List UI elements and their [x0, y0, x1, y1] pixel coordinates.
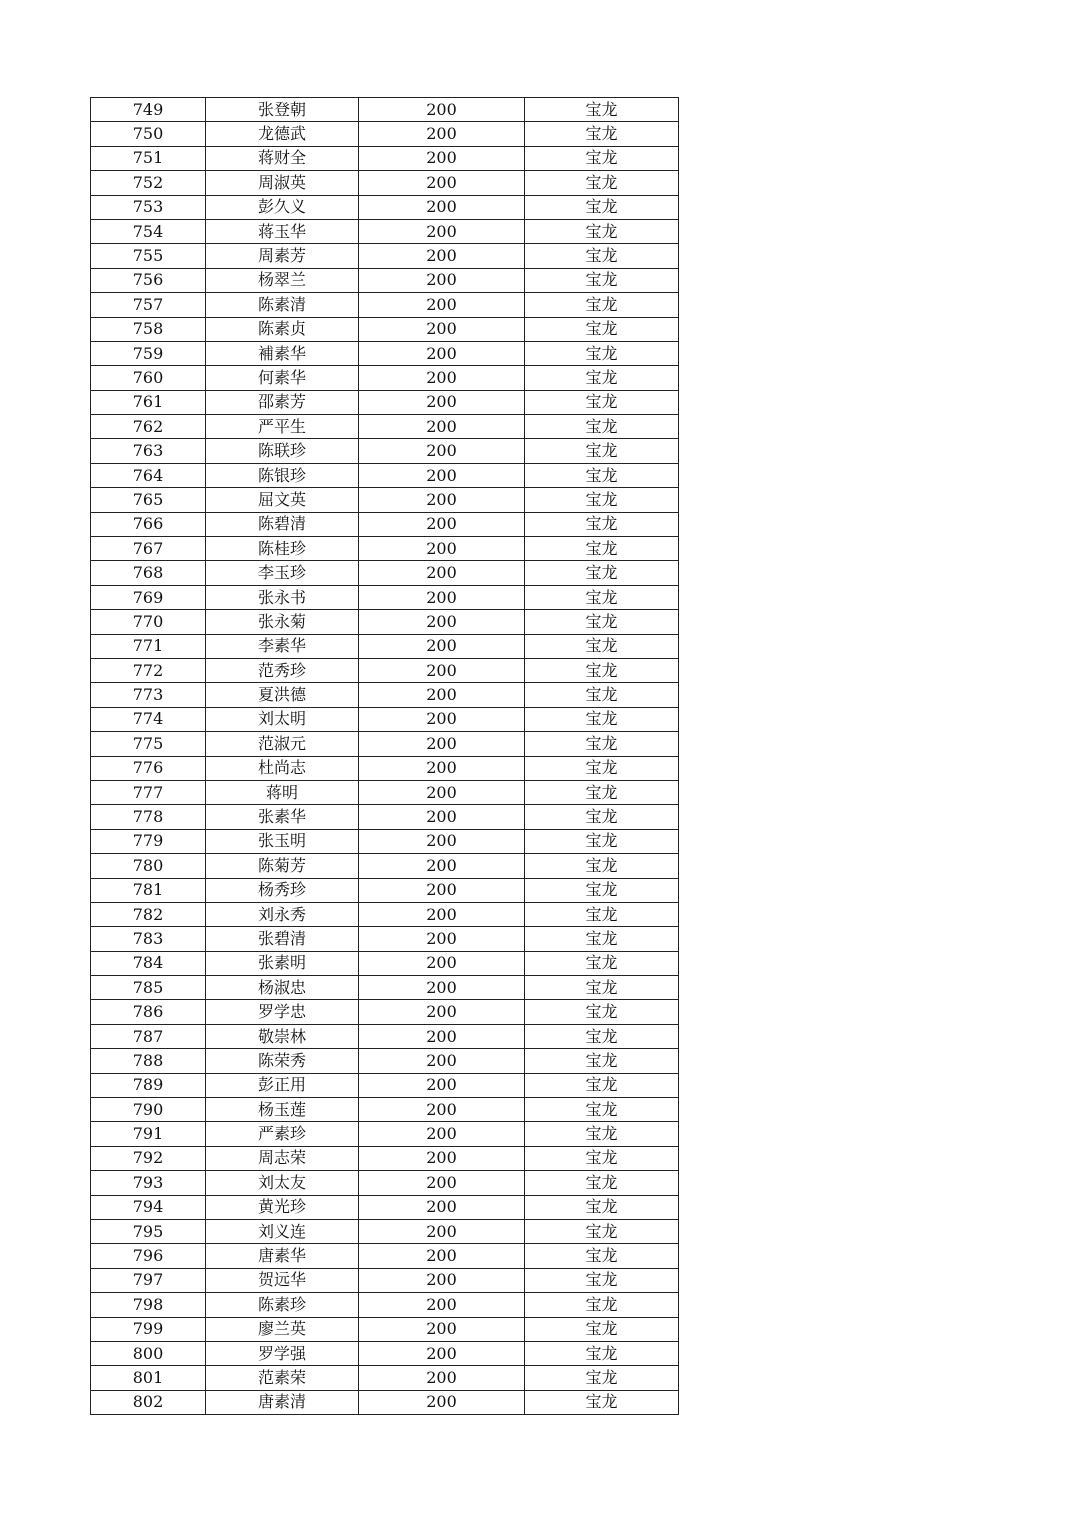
- village-cell: 宝龙: [525, 171, 679, 195]
- village-cell: 宝龙: [525, 1195, 679, 1219]
- name-cell: 周淑英: [206, 171, 359, 195]
- table-row: [91, 146, 679, 170]
- amount-cell: 200: [359, 537, 525, 561]
- name-cell: 何素华: [206, 366, 359, 390]
- village-cell: 宝龙: [525, 293, 679, 317]
- name-cell: 龙德武: [206, 122, 359, 146]
- row-number-cell: 756: [91, 268, 206, 292]
- row-number-cell: 778: [91, 805, 206, 829]
- amount-cell: 200: [359, 561, 525, 585]
- village-cell: 宝龙: [525, 98, 679, 122]
- village-cell: 宝龙: [525, 829, 679, 853]
- row-number-cell: 764: [91, 463, 206, 487]
- amount-cell: 200: [359, 585, 525, 609]
- row-number-cell: 779: [91, 829, 206, 853]
- row-number-cell: 752: [91, 171, 206, 195]
- table-row: [91, 1000, 679, 1024]
- amount-cell: 200: [359, 902, 525, 926]
- name-cell: 黄光珍: [206, 1195, 359, 1219]
- table-row: [91, 244, 679, 268]
- amount-cell: 200: [359, 488, 525, 512]
- row-number-cell: 758: [91, 317, 206, 341]
- village-cell: 宝龙: [525, 854, 679, 878]
- table-row: [91, 341, 679, 365]
- table-row: [91, 976, 679, 1000]
- name-cell: 陈碧清: [206, 512, 359, 536]
- amount-cell: 200: [359, 805, 525, 829]
- village-cell: 宝龙: [525, 537, 679, 561]
- row-number-cell: 765: [91, 488, 206, 512]
- name-cell: 刘永秀: [206, 902, 359, 926]
- village-cell: 宝龙: [525, 805, 679, 829]
- village-cell: 宝龙: [525, 610, 679, 634]
- table-row: [91, 1122, 679, 1146]
- row-number-cell: 780: [91, 854, 206, 878]
- village-cell: 宝龙: [525, 1122, 679, 1146]
- table-row: [91, 878, 679, 902]
- table-row: [91, 1219, 679, 1243]
- row-number-cell: 791: [91, 1122, 206, 1146]
- row-number-cell: 757: [91, 293, 206, 317]
- amount-cell: 200: [359, 732, 525, 756]
- table-row: [91, 439, 679, 463]
- row-number-cell: 762: [91, 415, 206, 439]
- name-cell: 夏洪德: [206, 683, 359, 707]
- name-cell: 杨玉莲: [206, 1098, 359, 1122]
- village-cell: 宝龙: [525, 1219, 679, 1243]
- amount-cell: 200: [359, 683, 525, 707]
- table-row: [91, 98, 679, 122]
- table-row: [91, 293, 679, 317]
- amount-cell: 200: [359, 341, 525, 365]
- amount-cell: 200: [359, 1268, 525, 1292]
- row-number-cell: 755: [91, 244, 206, 268]
- row-number-cell: 781: [91, 878, 206, 902]
- row-number-cell: 767: [91, 537, 206, 561]
- table-row: [91, 902, 679, 926]
- amount-cell: 200: [359, 927, 525, 951]
- amount-cell: 200: [359, 390, 525, 414]
- amount-cell: 200: [359, 951, 525, 975]
- name-cell: 蒋明: [206, 780, 359, 804]
- row-number-cell: 761: [91, 390, 206, 414]
- table-row: [91, 658, 679, 682]
- name-cell: 刘太友: [206, 1171, 359, 1195]
- row-number-cell: 800: [91, 1341, 206, 1365]
- table-row: [91, 805, 679, 829]
- amount-cell: 200: [359, 854, 525, 878]
- table-row: [91, 829, 679, 853]
- table-row: [91, 1195, 679, 1219]
- table-row: [91, 1024, 679, 1048]
- name-cell: 张登朝: [206, 98, 359, 122]
- name-cell: 严素珍: [206, 1122, 359, 1146]
- amount-cell: 200: [359, 146, 525, 170]
- table-row: [91, 195, 679, 219]
- table-row: [91, 488, 679, 512]
- row-number-cell: 772: [91, 658, 206, 682]
- table-row: [91, 854, 679, 878]
- name-cell: 杨翠兰: [206, 268, 359, 292]
- village-cell: 宝龙: [525, 732, 679, 756]
- row-number-cell: 798: [91, 1293, 206, 1317]
- amount-cell: 200: [359, 780, 525, 804]
- name-cell: 邵素芳: [206, 390, 359, 414]
- name-cell: 陈银珍: [206, 463, 359, 487]
- table-row: [91, 171, 679, 195]
- amount-cell: 200: [359, 634, 525, 658]
- row-number-cell: 774: [91, 707, 206, 731]
- table-row: [91, 951, 679, 975]
- row-number-cell: 792: [91, 1146, 206, 1170]
- amount-cell: 200: [359, 1341, 525, 1365]
- village-cell: 宝龙: [525, 244, 679, 268]
- table-row: [91, 756, 679, 780]
- row-number-cell: 749: [91, 98, 206, 122]
- amount-cell: 200: [359, 415, 525, 439]
- table-row: [91, 122, 679, 146]
- table-row: [91, 634, 679, 658]
- village-cell: 宝龙: [525, 268, 679, 292]
- name-cell: 蒋财全: [206, 146, 359, 170]
- name-cell: 蒋玉华: [206, 219, 359, 243]
- table-row: [91, 1244, 679, 1268]
- name-cell: 张碧清: [206, 927, 359, 951]
- table-row: [91, 1293, 679, 1317]
- table-row: [91, 1268, 679, 1292]
- row-number-cell: 783: [91, 927, 206, 951]
- village-cell: 宝龙: [525, 1073, 679, 1097]
- table-row: [91, 415, 679, 439]
- row-number-cell: 777: [91, 780, 206, 804]
- village-cell: 宝龙: [525, 1341, 679, 1365]
- row-number-cell: 797: [91, 1268, 206, 1292]
- name-cell: 严平生: [206, 415, 359, 439]
- row-number-cell: 768: [91, 561, 206, 585]
- row-number-cell: 795: [91, 1219, 206, 1243]
- table-row: [91, 707, 679, 731]
- amount-cell: 200: [359, 829, 525, 853]
- amount-cell: 200: [359, 1219, 525, 1243]
- name-cell: 唐素华: [206, 1244, 359, 1268]
- amount-cell: 200: [359, 366, 525, 390]
- amount-cell: 200: [359, 1098, 525, 1122]
- amount-cell: 200: [359, 98, 525, 122]
- name-cell: 陈菊芳: [206, 854, 359, 878]
- table-row: [91, 1049, 679, 1073]
- village-cell: 宝龙: [525, 366, 679, 390]
- amount-cell: 200: [359, 512, 525, 536]
- amount-cell: 200: [359, 610, 525, 634]
- amount-cell: 200: [359, 439, 525, 463]
- village-cell: 宝龙: [525, 195, 679, 219]
- village-cell: 宝龙: [525, 488, 679, 512]
- name-cell: 廖兰英: [206, 1317, 359, 1341]
- row-number-cell: 782: [91, 902, 206, 926]
- row-number-cell: 759: [91, 341, 206, 365]
- village-cell: 宝龙: [525, 122, 679, 146]
- table-row: [91, 219, 679, 243]
- village-cell: 宝龙: [525, 1268, 679, 1292]
- village-cell: 宝龙: [525, 512, 679, 536]
- amount-cell: 200: [359, 268, 525, 292]
- amount-cell: 200: [359, 293, 525, 317]
- village-cell: 宝龙: [525, 1098, 679, 1122]
- amount-cell: 200: [359, 707, 525, 731]
- amount-cell: 200: [359, 1293, 525, 1317]
- row-number-cell: 802: [91, 1390, 206, 1414]
- village-cell: 宝龙: [525, 1171, 679, 1195]
- table-row: [91, 512, 679, 536]
- row-number-cell: 753: [91, 195, 206, 219]
- name-cell: 陈素珍: [206, 1293, 359, 1317]
- name-cell: 罗学忠: [206, 1000, 359, 1024]
- table-row: [91, 1366, 679, 1390]
- amount-cell: 200: [359, 1171, 525, 1195]
- amount-cell: 200: [359, 1049, 525, 1073]
- village-cell: 宝龙: [525, 1366, 679, 1390]
- row-number-cell: 776: [91, 756, 206, 780]
- row-number-cell: 785: [91, 976, 206, 1000]
- amount-cell: 200: [359, 1317, 525, 1341]
- table-row: [91, 561, 679, 585]
- name-cell: 罗学强: [206, 1341, 359, 1365]
- table-row: [91, 780, 679, 804]
- name-cell: 刘太明: [206, 707, 359, 731]
- amount-cell: 200: [359, 244, 525, 268]
- table-row: [91, 366, 679, 390]
- amount-cell: 200: [359, 317, 525, 341]
- village-cell: 宝龙: [525, 658, 679, 682]
- table-row: [91, 1073, 679, 1097]
- table-row: [91, 1146, 679, 1170]
- row-number-cell: 794: [91, 1195, 206, 1219]
- table-row: [91, 1341, 679, 1365]
- amount-cell: 200: [359, 658, 525, 682]
- name-cell: 范秀珍: [206, 658, 359, 682]
- row-number-cell: 763: [91, 439, 206, 463]
- village-cell: 宝龙: [525, 1024, 679, 1048]
- table-row: [91, 317, 679, 341]
- row-number-cell: 784: [91, 951, 206, 975]
- table-body: [91, 98, 679, 1415]
- village-cell: 宝龙: [525, 1244, 679, 1268]
- village-cell: 宝龙: [525, 1293, 679, 1317]
- row-number-cell: 796: [91, 1244, 206, 1268]
- name-cell: 陈素清: [206, 293, 359, 317]
- village-cell: 宝龙: [525, 1000, 679, 1024]
- amount-cell: 200: [359, 1244, 525, 1268]
- amount-cell: 200: [359, 1195, 525, 1219]
- name-cell: 敬崇林: [206, 1024, 359, 1048]
- row-number-cell: 787: [91, 1024, 206, 1048]
- name-cell: 范素荣: [206, 1366, 359, 1390]
- row-number-cell: 773: [91, 683, 206, 707]
- row-number-cell: 801: [91, 1366, 206, 1390]
- row-number-cell: 775: [91, 732, 206, 756]
- village-cell: 宝龙: [525, 878, 679, 902]
- row-number-cell: 788: [91, 1049, 206, 1073]
- row-number-cell: 750: [91, 122, 206, 146]
- data-table: [90, 97, 679, 1415]
- table-row: [91, 1171, 679, 1195]
- name-cell: 张玉明: [206, 829, 359, 853]
- village-cell: 宝龙: [525, 780, 679, 804]
- village-cell: 宝龙: [525, 927, 679, 951]
- amount-cell: 200: [359, 1146, 525, 1170]
- row-number-cell: 786: [91, 1000, 206, 1024]
- name-cell: 张素明: [206, 951, 359, 975]
- table-row: [91, 683, 679, 707]
- name-cell: 杨秀珍: [206, 878, 359, 902]
- name-cell: 张永菊: [206, 610, 359, 634]
- table-row: [91, 463, 679, 487]
- name-cell: 周素芳: [206, 244, 359, 268]
- village-cell: 宝龙: [525, 1390, 679, 1414]
- amount-cell: 200: [359, 1024, 525, 1048]
- table-row: [91, 1390, 679, 1414]
- row-number-cell: 771: [91, 634, 206, 658]
- village-cell: 宝龙: [525, 585, 679, 609]
- table-row: [91, 390, 679, 414]
- name-cell: 杜尚志: [206, 756, 359, 780]
- village-cell: 宝龙: [525, 756, 679, 780]
- row-number-cell: 754: [91, 219, 206, 243]
- row-number-cell: 760: [91, 366, 206, 390]
- name-cell: 彭正用: [206, 1073, 359, 1097]
- name-cell: 李素华: [206, 634, 359, 658]
- name-cell: 陈素贞: [206, 317, 359, 341]
- table-row: [91, 610, 679, 634]
- village-cell: 宝龙: [525, 317, 679, 341]
- row-number-cell: 770: [91, 610, 206, 634]
- name-cell: 補素华: [206, 341, 359, 365]
- name-cell: 张永书: [206, 585, 359, 609]
- village-cell: 宝龙: [525, 951, 679, 975]
- name-cell: 刘义连: [206, 1219, 359, 1243]
- name-cell: 杨淑忠: [206, 976, 359, 1000]
- table-row: [91, 732, 679, 756]
- amount-cell: 200: [359, 1122, 525, 1146]
- row-number-cell: 769: [91, 585, 206, 609]
- amount-cell: 200: [359, 219, 525, 243]
- name-cell: 屈文英: [206, 488, 359, 512]
- row-number-cell: 799: [91, 1317, 206, 1341]
- amount-cell: 200: [359, 756, 525, 780]
- amount-cell: 200: [359, 878, 525, 902]
- village-cell: 宝龙: [525, 146, 679, 170]
- name-cell: 周志荣: [206, 1146, 359, 1170]
- row-number-cell: 766: [91, 512, 206, 536]
- name-cell: 陈荣秀: [206, 1049, 359, 1073]
- village-cell: 宝龙: [525, 634, 679, 658]
- village-cell: 宝龙: [525, 439, 679, 463]
- village-cell: 宝龙: [525, 1146, 679, 1170]
- village-cell: 宝龙: [525, 561, 679, 585]
- amount-cell: 200: [359, 122, 525, 146]
- name-cell: 贺远华: [206, 1268, 359, 1292]
- amount-cell: 200: [359, 1000, 525, 1024]
- name-cell: 李玉珍: [206, 561, 359, 585]
- amount-cell: 200: [359, 171, 525, 195]
- village-cell: 宝龙: [525, 902, 679, 926]
- village-cell: 宝龙: [525, 341, 679, 365]
- amount-cell: 200: [359, 1366, 525, 1390]
- amount-cell: 200: [359, 976, 525, 1000]
- village-cell: 宝龙: [525, 707, 679, 731]
- row-number-cell: 789: [91, 1073, 206, 1097]
- amount-cell: 200: [359, 463, 525, 487]
- village-cell: 宝龙: [525, 463, 679, 487]
- amount-cell: 200: [359, 1390, 525, 1414]
- row-number-cell: 793: [91, 1171, 206, 1195]
- name-cell: 陈联珍: [206, 439, 359, 463]
- amount-cell: 200: [359, 1073, 525, 1097]
- village-cell: 宝龙: [525, 1049, 679, 1073]
- village-cell: 宝龙: [525, 219, 679, 243]
- village-cell: 宝龙: [525, 976, 679, 1000]
- table-row: [91, 1317, 679, 1341]
- amount-cell: 200: [359, 195, 525, 219]
- name-cell: 陈桂珍: [206, 537, 359, 561]
- row-number-cell: 751: [91, 146, 206, 170]
- name-cell: 范淑元: [206, 732, 359, 756]
- name-cell: 唐素清: [206, 1390, 359, 1414]
- table-row: [91, 927, 679, 951]
- village-cell: 宝龙: [525, 415, 679, 439]
- row-number-cell: 790: [91, 1098, 206, 1122]
- village-cell: 宝龙: [525, 390, 679, 414]
- village-cell: 宝龙: [525, 683, 679, 707]
- village-cell: 宝龙: [525, 1317, 679, 1341]
- name-cell: 彭久义: [206, 195, 359, 219]
- table-row: [91, 537, 679, 561]
- name-cell: 张素华: [206, 805, 359, 829]
- table-row: [91, 268, 679, 292]
- table-row: [91, 1098, 679, 1122]
- table-row: [91, 585, 679, 609]
